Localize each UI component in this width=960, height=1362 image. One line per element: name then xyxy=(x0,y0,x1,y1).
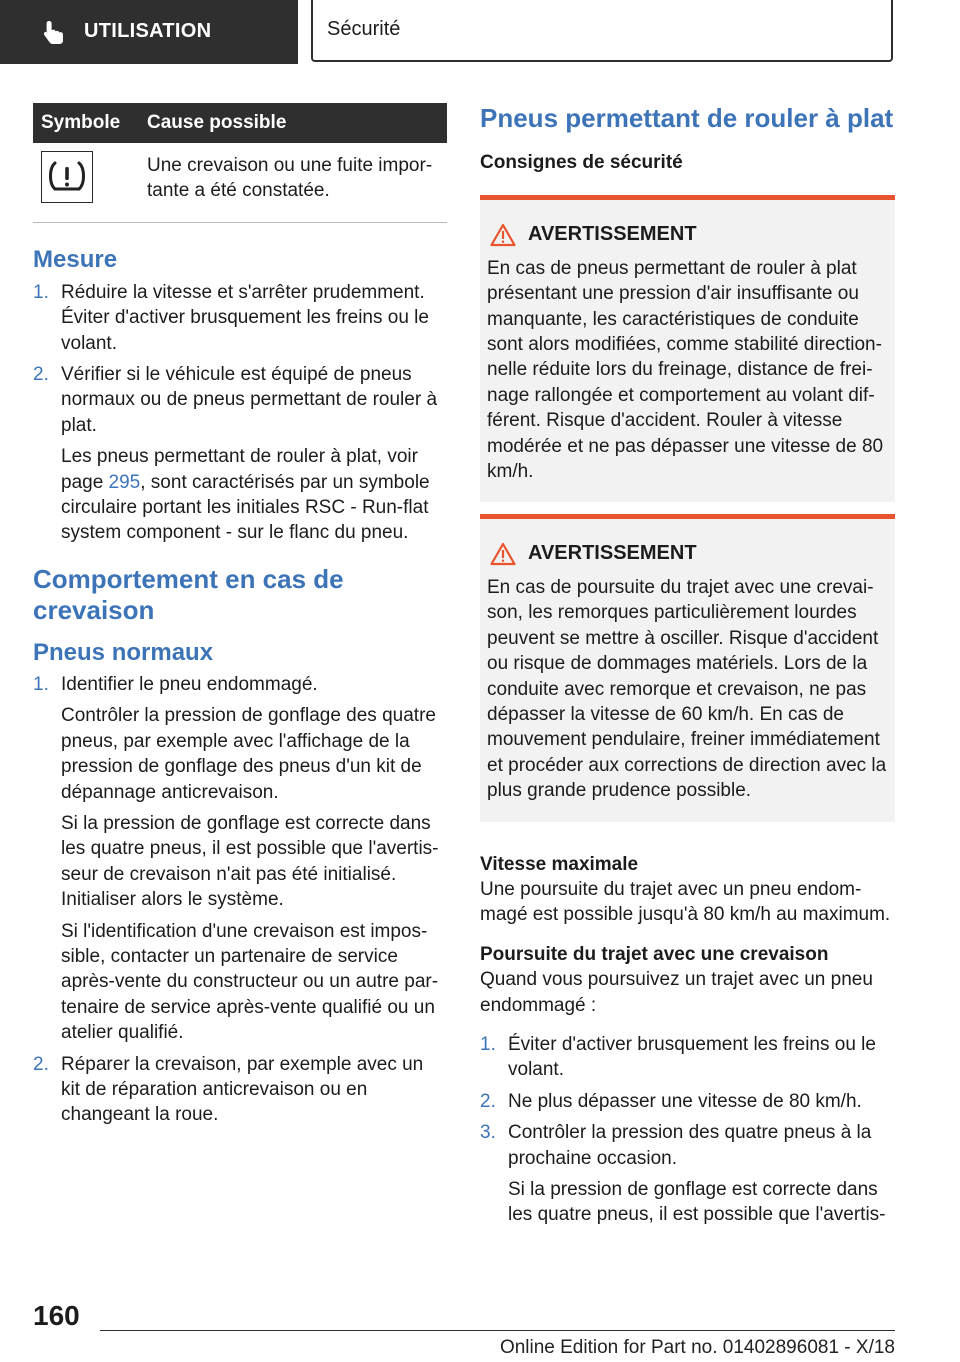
table-row xyxy=(33,143,447,222)
vmax-title: Vitesse maximale xyxy=(480,853,639,875)
step-text: Contrôler la pression de gonflage des quatre pneus, par exemple avec l'affichage de la pression de gonflage des pneus d'un kit de dépannage anticrevaison. xyxy=(61,705,436,803)
step-text: Réparer la crevaison, par exemple avec un kit de réparation anticrevaison ou en changeant la roue. xyxy=(61,1053,424,1126)
warning-title xyxy=(490,541,887,566)
step-text: Réduire la vitesse et s'arrêter prudemment. Éviter d'activer brusquement les freins ou le volant. xyxy=(61,281,429,354)
poursuite-title: Poursuite du trajet avec une crevaison xyxy=(480,943,829,965)
section-tab[interactable] xyxy=(311,0,893,62)
list-item xyxy=(480,1032,895,1083)
list-item xyxy=(33,362,447,546)
table-cell-symbol xyxy=(33,143,139,222)
step-text: Vérifier si le véhicule est équipé de pneus normaux ou de pneus permettant de rouler à plat. xyxy=(61,364,438,436)
warning-box xyxy=(480,195,895,502)
chapter-tab[interactable] xyxy=(0,0,298,64)
table-cell-cause: Une crevaison ou une fuite importante a été constatée. xyxy=(139,143,447,222)
section-title: Sécurité xyxy=(327,18,401,41)
tire-pressure-warning-icon xyxy=(41,151,93,203)
list-item xyxy=(33,672,447,1046)
right-column xyxy=(480,103,895,1234)
pneus-normaux-steps xyxy=(33,672,447,1128)
chapter-title: UTILISATION xyxy=(84,20,212,43)
step-text: Contrôler la pression des quatre pneus à la prochaine occasion. xyxy=(508,1122,872,1169)
pneus-normaux-heading: Pneus normaux xyxy=(33,638,214,666)
step-number: 3. xyxy=(480,1122,496,1144)
step-note-text: Les pneus permettant de rouler à plat, voir page xyxy=(61,446,418,493)
table-header-cause: Cause possible xyxy=(139,103,447,143)
step-note-text: , sont caractérisés par un symbole circulaire portant les initiales RSC - Run-flat system component - sur le flanc du pneu. xyxy=(61,471,430,544)
warning-title-text: AVERTISSEMENT xyxy=(528,223,697,246)
step-text: Si la pression de gonflage est correcte dans les quatre pneus, il est possible que l'avertisseur de crevaison n'ait pas été initialisé. Initialiser alors le système. xyxy=(61,812,439,911)
step-number: 2. xyxy=(33,1053,49,1075)
step-text: Si la pression de gonflage est correcte dans les quatre pneus, il est possible que l'avertis- xyxy=(508,1179,886,1226)
table-header-row xyxy=(33,103,447,143)
table-header-symbol: Symbole xyxy=(33,103,139,143)
step-text: Éviter d'activer brusquement les freins ou le volant. xyxy=(508,1033,876,1081)
page-link-295[interactable]: 295 xyxy=(108,471,141,493)
page-number: 160 xyxy=(33,1300,80,1331)
step-text: Ne plus dépasser une vitesse de 80 km/h. xyxy=(508,1090,862,1112)
list-item xyxy=(33,280,447,356)
list-item xyxy=(480,1089,895,1114)
step-number: 2. xyxy=(33,364,49,386)
footer-divider xyxy=(100,1330,895,1331)
footer-edition: Online Edition for Part no. 01402896081 - X/18 xyxy=(499,1337,895,1358)
runflat-heading: Pneus permettant de rouler à plat xyxy=(480,103,894,133)
poursuite-block xyxy=(480,942,895,1018)
warning-title xyxy=(490,222,887,247)
safety-subheading: Consignes de sécurité xyxy=(480,152,683,173)
mesure-steps xyxy=(33,280,447,546)
poursuite-steps xyxy=(480,1032,895,1228)
left-column xyxy=(33,103,447,1134)
list-item xyxy=(33,1052,447,1128)
step-note xyxy=(61,444,447,546)
warning-triangle-icon xyxy=(490,223,516,247)
step-number: 1. xyxy=(480,1033,496,1055)
warning-text: En cas de pneus permettant de rouler à plat présentant une pression d'air insuffisante ou manquante, les caractéristiques de conduite sont alors modifiées, comme stabilité directionnelle réduite lors du freinage, distance de freinage rallongée et comportement au volant différent. Risque d'accident. Rouler à vitesse modérée et ne pas dépasser une vitesse de 80 km/h. xyxy=(487,257,884,483)
step-text: Identifier le pneu endommagé. xyxy=(61,673,318,695)
warning-triangle-icon xyxy=(490,542,516,566)
comportement-heading: Comportement en cas de crevaison xyxy=(33,563,344,625)
pointing-hand-icon xyxy=(40,18,68,46)
step-text: Si l'identification d'une crevaison est impossible, contacter un partenaire de service après-vente du constructeur ou un autre partenaire de service après-vente qualifié ou un atelier qualifié. xyxy=(61,920,439,1044)
warning-title-text: AVERTISSEMENT xyxy=(528,542,697,565)
warning-box xyxy=(480,514,895,821)
vmax-block xyxy=(480,852,895,928)
symbol-table xyxy=(33,103,447,223)
mesure-heading: Mesure xyxy=(33,245,118,273)
vmax-text: Une poursuite du trajet avec un pneu endommagé est possible jusqu'à 80 km/h au maximum. xyxy=(480,878,891,926)
poursuite-text: Quand vous poursuivez un trajet avec un pneu endommagé : xyxy=(480,969,873,1016)
warning-text: En cas de poursuite du trajet avec une crevaison, les remorques particulièrement lourdes peuvent se mettre à osciller. Risque d'accident ou risque de dommages matériels. Lors de la conduite avec remorque et crevaison, ne pas dépasser la vitesse de 60 km/h. En cas de mouvement pendulaire, freiner immédiatement et procéder aux corrections de direction avec la plus grande prudence possible. xyxy=(487,576,887,802)
step-number: 1. xyxy=(33,673,49,695)
list-item xyxy=(480,1120,895,1228)
step-number: 2. xyxy=(480,1090,496,1112)
step-number: 1. xyxy=(33,281,49,303)
